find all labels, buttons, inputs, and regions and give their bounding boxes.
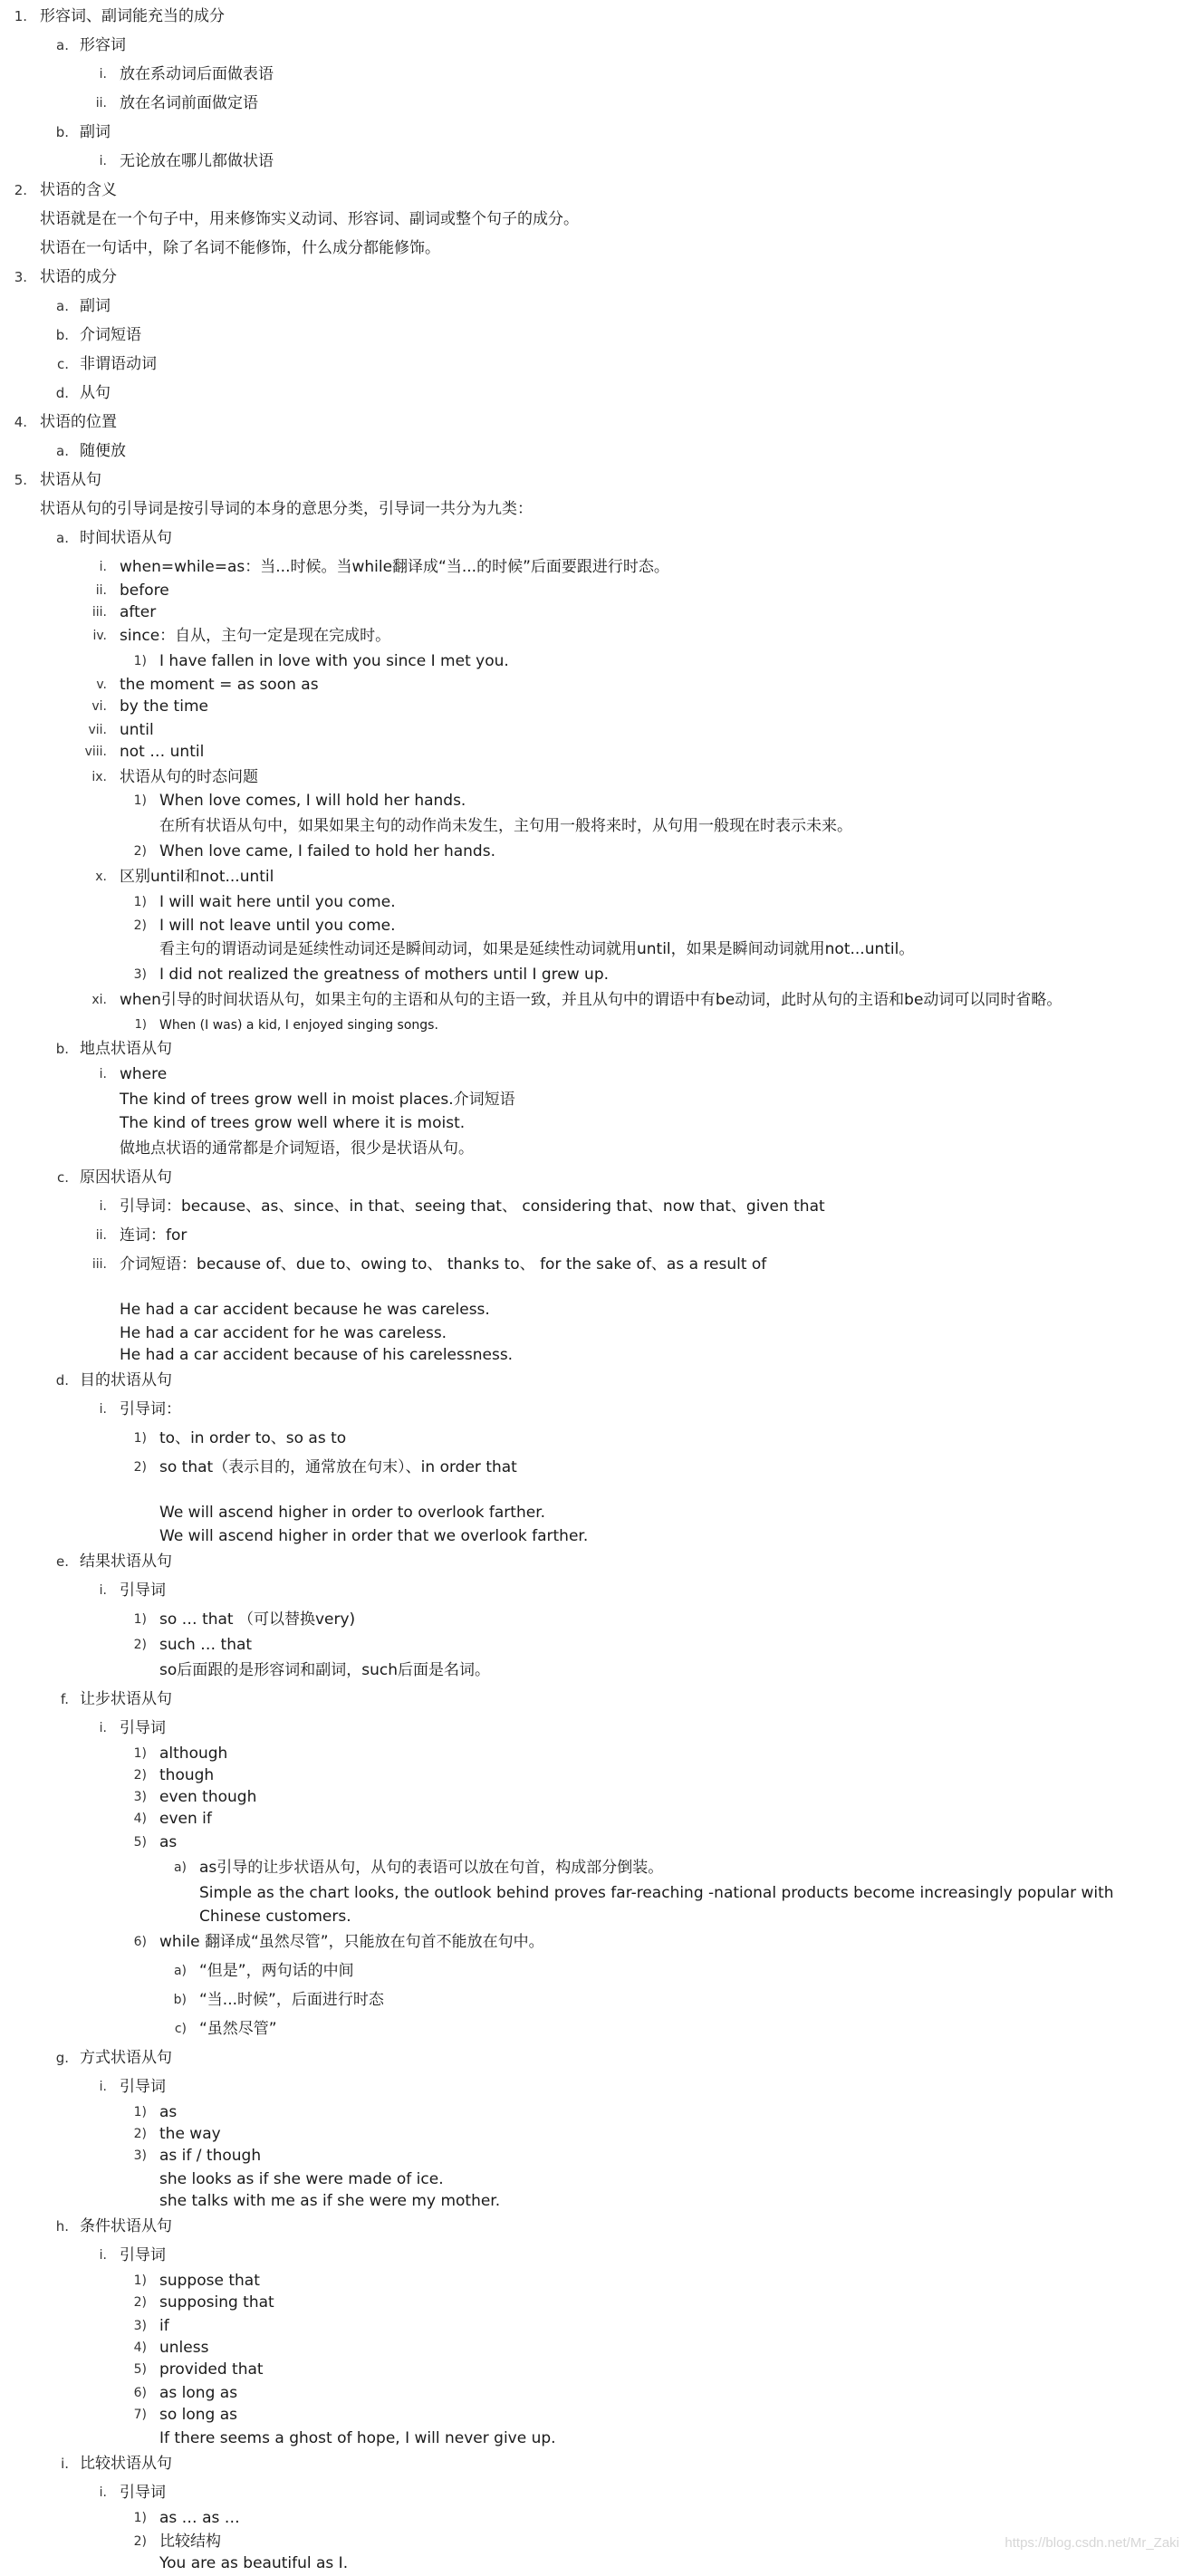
list-marker: ii. (95, 96, 107, 111)
list-marker: a. (56, 298, 69, 314)
line-text: 状语从句 (40, 471, 101, 489)
line-text: 状语的位置 (40, 413, 117, 431)
list-item (0, 1062, 1192, 1087)
line-text: as (159, 2103, 178, 2121)
paragraph-line (0, 1523, 1192, 1549)
list-marker: x. (95, 870, 107, 884)
list-item (0, 2505, 1192, 2531)
line-text: where (120, 1065, 168, 1083)
list-marker: a) (173, 1964, 187, 1978)
line-text: 随便放 (80, 442, 126, 460)
list-item (0, 987, 1192, 1013)
line-text: 介词短语：because of、due to、owing to、 thanks to、 for the sake of、as a result of (120, 1255, 767, 1274)
list-marker: 2) (133, 2534, 147, 2549)
list-item (0, 962, 1192, 987)
line-text: 在所有状语从句中，如果如果主句的动作尚未发生，主句用一般将来时，从句用一般现在时表示未来。 (159, 817, 852, 835)
line-text: 引导词 (120, 1719, 166, 1737)
line-text: after (120, 603, 157, 621)
list-item (0, 351, 1192, 377)
line-text: 状语从句的时态问题 (120, 768, 258, 786)
list-marker: 1) (133, 2511, 147, 2525)
list-item (0, 380, 1192, 406)
list-marker: e. (56, 1553, 69, 1570)
list-item (0, 2402, 1192, 2427)
list-item (0, 1632, 1192, 1658)
list-marker: c) (174, 2022, 187, 2036)
list-marker: 1) (133, 2105, 147, 2119)
line-text: He had a car accident because of his carelessness. (120, 1346, 514, 1364)
paragraph-line (0, 1136, 1192, 1161)
line-text: He had a car accident for he was careless. (120, 1324, 447, 1342)
list-item (0, 1855, 1192, 1880)
list-marker: 5) (133, 1835, 147, 1850)
list-marker: 5) (133, 2362, 147, 2377)
line-text: by the time (120, 697, 208, 716)
line-text: We will ascend higher in order that we overlook farther. (159, 1527, 589, 1545)
list-item (0, 554, 1192, 580)
line-text: 引导词： (120, 1400, 181, 1418)
line-text: the way (159, 2125, 221, 2143)
line-text: 时间状语从句 (80, 529, 172, 547)
list-item (0, 1223, 1192, 1248)
line-text: I have fallen in love with you since I met you. (159, 652, 509, 670)
line-text: 目的状语从句 (80, 1371, 172, 1389)
list-marker: iii. (91, 1257, 107, 1272)
paragraph-line (0, 1880, 1192, 1906)
list-marker: f. (61, 1691, 69, 1707)
line-text: 区别until和not...until (120, 868, 274, 886)
list-marker: iii. (91, 605, 107, 620)
list-marker: i. (99, 1402, 107, 1417)
line-text: I did not realized the greatness of mothers until I grew up. (159, 966, 610, 984)
list-marker: a) (173, 1860, 187, 1875)
line-text: 副词 (80, 297, 111, 315)
list-marker: 1. (14, 8, 27, 24)
list-marker: c. (56, 1169, 69, 1186)
list-item (0, 649, 1192, 674)
list-item (0, 1806, 1192, 1831)
list-marker: g. (55, 2050, 69, 2066)
line-text: as long as (159, 2384, 238, 2402)
line-text: You are as beautiful as I. (159, 2554, 349, 2572)
list-item (0, 409, 1192, 435)
list-item (0, 2074, 1192, 2100)
line-text: while 翻译成“虽然尽管”，只能放在句首不能放在句中。 (159, 1933, 544, 1951)
line-text: 放在系动词后面做表语 (120, 65, 274, 83)
line-text: 比较状语从句 (80, 2455, 172, 2473)
line-text: unless (159, 2339, 209, 2357)
list-item (0, 1929, 1192, 1955)
list-item (0, 1013, 1192, 1038)
list-marker: 2) (133, 1638, 147, 1652)
line-text: as if / though (159, 2147, 262, 2165)
list-marker: 1) (133, 895, 147, 909)
line-text: she talks with me as if she were my mother. (159, 2192, 501, 2210)
line-text: she looks as if she were made of ice. (159, 2170, 444, 2188)
list-item (0, 33, 1192, 58)
paragraph-line (0, 2551, 1192, 2576)
list-marker: 2) (133, 844, 147, 859)
list-item (0, 91, 1192, 116)
list-marker: 3) (133, 1790, 147, 1804)
list-item (0, 149, 1192, 174)
line-text: 条件状语从句 (80, 2217, 172, 2235)
list-marker: 1) (133, 1612, 147, 1627)
list-marker: b. (55, 327, 69, 343)
list-marker: 1) (133, 1746, 147, 1761)
list-item (0, 839, 1192, 864)
line-text: even though (159, 1788, 257, 1806)
line-text: though (159, 1766, 215, 1784)
list-item (0, 2451, 1192, 2476)
list-marker: 6) (133, 2386, 147, 2400)
line-text: so that（表示目的，通常放在句末）、in order that (159, 1458, 517, 1476)
list-marker: 3. (14, 269, 27, 285)
list-item (0, 694, 1192, 719)
list-marker: 4) (133, 2341, 147, 2355)
list-marker: 2) (133, 1460, 147, 1475)
list-marker: i. (99, 2080, 107, 2094)
list-item (0, 525, 1192, 551)
list-marker: i. (61, 2456, 69, 2472)
paragraph-line (0, 235, 1192, 261)
list-item (0, 1455, 1192, 1480)
line-text: before (120, 582, 169, 600)
list-marker: viii. (84, 745, 107, 759)
list-marker: v. (96, 678, 107, 692)
line-text: 非谓语动词 (80, 355, 157, 373)
list-item (0, 62, 1192, 87)
list-item (0, 120, 1192, 145)
list-marker: 4. (14, 414, 27, 430)
paragraph-line (0, 1658, 1192, 1683)
list-item (0, 1716, 1192, 1741)
list-marker: ii. (95, 1228, 107, 1243)
list-marker: a. (56, 443, 69, 459)
list-item (0, 1987, 1192, 2013)
line-text: 让步状语从句 (80, 1690, 172, 1708)
line-text: as … as … (159, 2509, 240, 2527)
list-marker: c. (56, 356, 69, 372)
list-marker: 2) (133, 1768, 147, 1783)
line-text: 无论放在哪儿都做状语 (120, 152, 274, 170)
line-text: so … that （可以替换very) (159, 1610, 356, 1629)
list-marker: 4) (133, 1812, 147, 1826)
line-text: When love comes, I will hold her hands. (159, 792, 466, 810)
list-marker: i. (99, 560, 107, 574)
line-text: 连词：for (120, 1226, 187, 1245)
line-text: supposing that (159, 2293, 274, 2312)
paragraph-line (0, 1904, 1192, 1929)
line-text: when=while=as：当...时候。当while翻译成“当...的时候”后面要跟进行时态。 (120, 558, 669, 576)
line-text: 引导词 (120, 1581, 166, 1600)
list-item (0, 1036, 1192, 1062)
line-text: 状语的含义 (40, 181, 117, 199)
line-text: 状语的成分 (40, 268, 117, 286)
list-marker: 1) (133, 793, 147, 808)
line-text: If there seems a ghost of hope, I will never give up. (159, 2429, 556, 2447)
line-text: although (159, 1745, 228, 1763)
paragraph-line (0, 1110, 1192, 1136)
list-item (0, 2143, 1192, 2168)
list-marker: i. (99, 1067, 107, 1081)
list-item (0, 764, 1192, 790)
list-item (0, 322, 1192, 348)
paragraph-line (0, 937, 1192, 962)
line-text: 地点状语从句 (80, 1040, 172, 1058)
list-item (0, 1194, 1192, 1219)
list-item (0, 1252, 1192, 1277)
line-text: “但是”，两句话的中间 (199, 1962, 354, 1980)
line-text: 副词 (80, 123, 111, 141)
paragraph-line (0, 1087, 1192, 1112)
paragraph-line (0, 1500, 1192, 1525)
line-text: I will not leave until you come. (159, 917, 396, 935)
line-text: as (159, 1833, 178, 1851)
list-marker: 6) (133, 1935, 147, 1949)
list-marker: ix. (91, 770, 107, 784)
list-marker: i. (99, 1199, 107, 1214)
list-marker: i. (99, 154, 107, 168)
list-item (0, 293, 1192, 319)
line-text: 做地点状语的通常都是介词短语，很少是状语从句。 (120, 1139, 474, 1158)
paragraph-line (0, 207, 1192, 232)
list-item (0, 788, 1192, 813)
line-text: not … until (120, 743, 205, 761)
paragraph-line (0, 2426, 1192, 2451)
list-item (0, 1958, 1192, 1984)
list-marker: 1) (133, 654, 147, 668)
line-text: since：自从，主句一定是现在完成时。 (120, 627, 391, 645)
line-text: The kind of trees grow well where it is moist. (120, 1114, 466, 1132)
line-text: 结果状语从句 (80, 1552, 172, 1571)
paragraph-line (0, 1297, 1192, 1322)
list-marker: 5. (14, 472, 27, 488)
paragraph-line (0, 813, 1192, 839)
list-marker: i. (99, 1721, 107, 1735)
line-text: 引导词 (120, 2078, 166, 2096)
list-marker: 2) (133, 918, 147, 933)
list-item (0, 1368, 1192, 1393)
list-marker: b. (55, 124, 69, 140)
list-item (0, 1607, 1192, 1632)
line-text: so后面跟的是形容词和副词，such后面是名词。 (159, 1661, 491, 1679)
list-item (0, 600, 1192, 625)
list-marker: b. (55, 1041, 69, 1057)
line-text: 形容词、副词能充当的成分 (40, 7, 225, 25)
line-text: “当...时候”，后面进行时态 (199, 1991, 384, 2009)
list-marker: 1) (133, 2273, 147, 2288)
line-text: 原因状语从句 (80, 1168, 172, 1187)
line-text: when引导的时间状语从句，如果主句的主语和从句的主语一致，并且从句中的谓语中有be动词，此时从句的主语和be动词可以同时省略。 (120, 991, 1062, 1009)
list-item (0, 178, 1192, 203)
list-marker: xi. (91, 993, 107, 1007)
list-marker: 2. (14, 182, 27, 198)
line-text: 比较结构 (159, 2533, 221, 2551)
line-text: the moment = as soon as (120, 676, 319, 694)
list-marker: i. (99, 67, 107, 82)
list-item (0, 864, 1192, 889)
list-marker: i. (99, 2485, 107, 2500)
list-marker: d. (55, 385, 69, 401)
line-text: even if (159, 1810, 212, 1828)
list-marker: i. (99, 1583, 107, 1598)
list-item (0, 438, 1192, 464)
list-marker: 7) (133, 2408, 147, 2422)
list-item (0, 2214, 1192, 2239)
line-text: 从句 (80, 384, 111, 402)
list-item (0, 913, 1192, 938)
list-marker: d. (55, 1372, 69, 1389)
list-item (0, 1426, 1192, 1451)
line-text: We will ascend higher in order to overlook farther. (159, 1504, 546, 1522)
list-marker: vii. (88, 723, 107, 737)
list-item (0, 2357, 1192, 2382)
list-marker: a. (56, 37, 69, 53)
line-text: as引导的让步状语从句，从句的表语可以放在句首，构成部分倒装。 (199, 1859, 664, 1877)
list-item (0, 1397, 1192, 1422)
line-text: 方式状语从句 (80, 2049, 172, 2067)
line-text: if (159, 2317, 169, 2335)
line-text: such … that (159, 1636, 253, 1654)
line-text: 看主句的谓语动词是延续性动词还是瞬间动词，如果是延续性动词就用until，如果是瞬间动词就用not...until。 (159, 940, 915, 958)
paragraph-line (0, 496, 1192, 522)
list-marker: i. (99, 2248, 107, 2263)
list-item (0, 1687, 1192, 1712)
line-text: 引导词 (120, 2246, 166, 2264)
line-text: 状语从句的引导词是按引导词的本身的意思分类，引导词一共分为九类： (40, 500, 533, 518)
list-item (0, 1165, 1192, 1190)
list-item (0, 2290, 1192, 2315)
list-marker: ii. (95, 583, 107, 598)
line-text: so long as (159, 2406, 238, 2424)
line-text: When (I was) a kid, I enjoyed singing songs. (159, 1018, 438, 1033)
line-text: Simple as the chart looks, the outlook behind proves far-reaching -national products become increasingly popular with (199, 1884, 1114, 1902)
line-text: 放在名词前面做定语 (120, 94, 258, 112)
line-text: to、in order to、so as to (159, 1429, 347, 1447)
paragraph-line (0, 1342, 1192, 1368)
line-text: 状语在一句话中，除了名词不能修饰，什么成分都能修饰。 (40, 239, 440, 257)
line-text: provided that (159, 2360, 264, 2379)
line-text: I will wait here until you come. (159, 893, 396, 911)
list-marker: 3) (133, 967, 147, 982)
list-marker: 2) (133, 2295, 147, 2310)
line-text: until (120, 721, 154, 739)
line-text: When love came, I failed to hold her hands. (159, 842, 495, 860)
list-marker: 3) (133, 2148, 147, 2163)
line-text: 引导词 (120, 2484, 166, 2502)
paragraph-line (0, 2188, 1192, 2214)
watermark: https://blog.csdn.net/Mr_Zaki (1005, 2535, 1179, 2551)
list-marker: 1) (133, 1431, 147, 1446)
list-item (0, 2016, 1192, 2042)
line-text: 引导词：because、as、since、in that、seeing that、 considering that、now that、given that (120, 1197, 825, 1216)
line-text: He had a car accident because he was careless. (120, 1301, 490, 1319)
list-marker: a. (56, 530, 69, 546)
line-text: 状语就是在一个句子中，用来修饰实义动词、形容词、副词或整个句子的成分。 (40, 210, 579, 228)
list-item (0, 2045, 1192, 2071)
list-marker: iv. (92, 629, 107, 643)
list-marker: h. (55, 2218, 69, 2235)
list-item (0, 2480, 1192, 2505)
line-text: “虽然尽管” (199, 2020, 277, 2038)
list-marker: vi. (91, 699, 107, 714)
list-marker: 1) (134, 1018, 147, 1032)
list-item (0, 739, 1192, 764)
list-item (0, 2243, 1192, 2268)
list-item (0, 4, 1192, 29)
list-item (0, 467, 1192, 493)
line-text: suppose that (159, 2272, 260, 2290)
list-item (0, 1578, 1192, 1603)
list-item (0, 889, 1192, 915)
list-marker: b) (173, 1993, 187, 2007)
line-text: 介词短语 (80, 326, 141, 344)
line-text: 形容词 (80, 36, 126, 54)
list-item (0, 1549, 1192, 1574)
list-marker: 2) (133, 2127, 147, 2141)
line-text: Chinese customers. (199, 1908, 351, 1926)
list-item (0, 623, 1192, 649)
list-item (0, 1830, 1192, 1855)
list-item (0, 264, 1192, 290)
list-marker: 3) (133, 2319, 147, 2333)
line-text: The kind of trees grow well in moist places.介词短语 (120, 1091, 515, 1109)
